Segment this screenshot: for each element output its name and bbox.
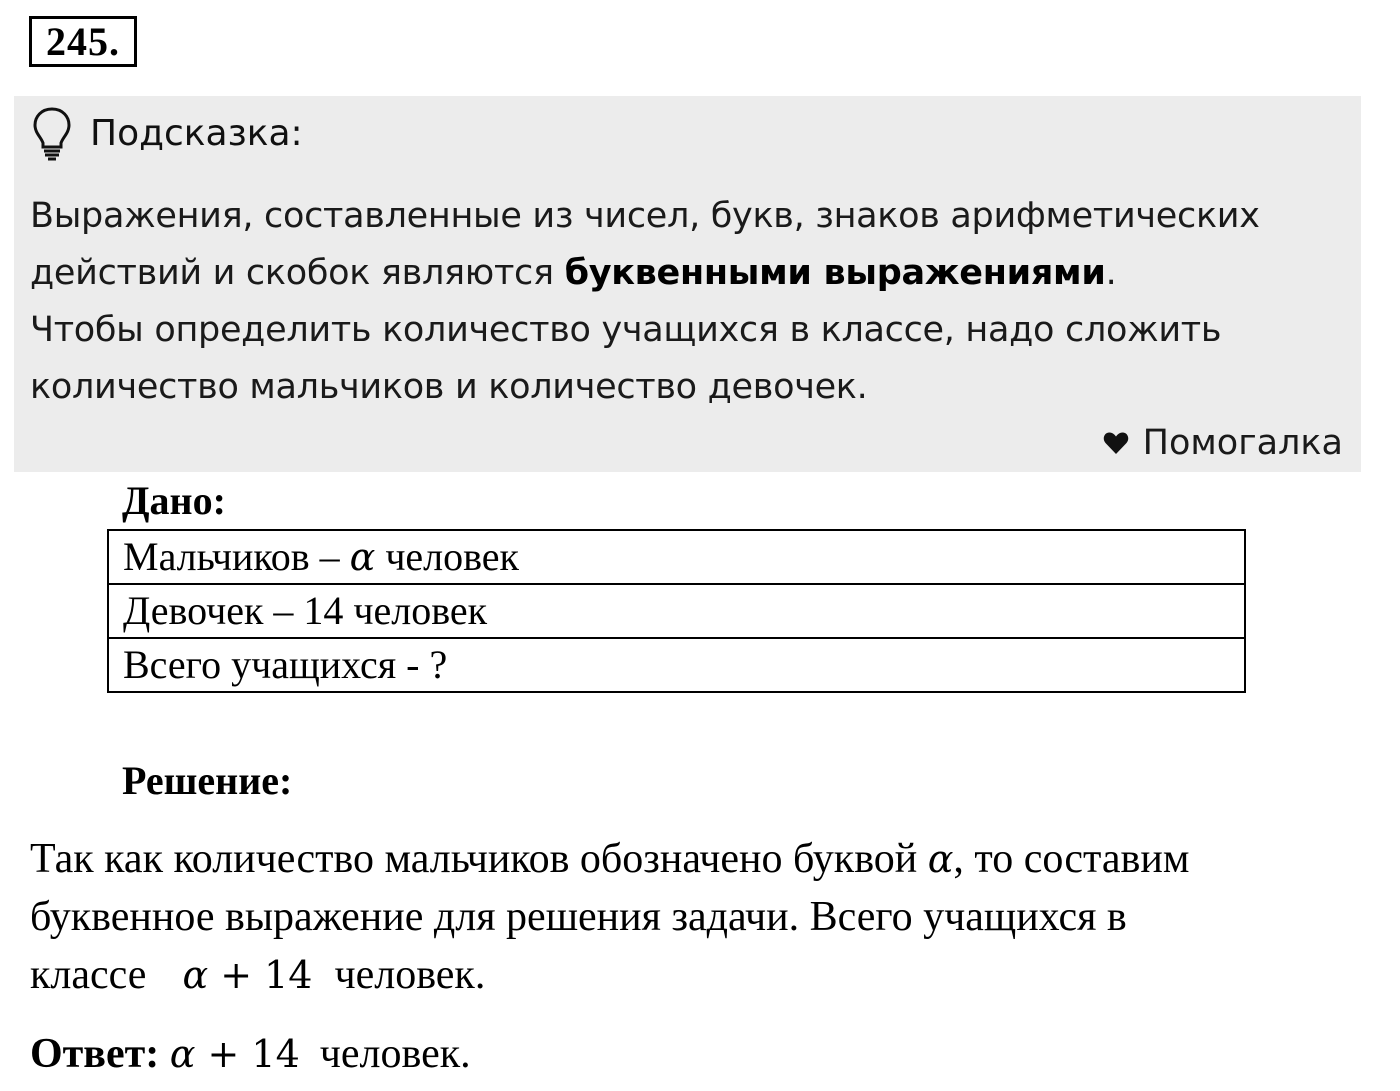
solution-text (30, 830, 1360, 1004)
hint-p1-text: Выражения, составленные из чисел, букв, знаков арифметических действий и скобок являются (30, 196, 1260, 293)
hint-header (32, 106, 303, 162)
hint-title: Подсказка: (90, 113, 303, 154)
task-number: 245. (29, 16, 137, 67)
hint-term: буквенными выражениями (564, 253, 1106, 293)
hint-p1-end: . (1105, 253, 1117, 293)
answer (30, 1026, 471, 1082)
given-total: Всего учащихся - ? (108, 638, 1245, 692)
solution-line-2: буквенное выражение для решения задачи. Всего учащихся в (30, 894, 1127, 940)
answer-label: Ответ: (30, 1031, 160, 1077)
credit[interactable] (1103, 418, 1343, 468)
solution-expression: α + 14 (182, 953, 313, 997)
boys-unit: человек (375, 534, 519, 579)
credit-label: Помогалка (1142, 423, 1343, 463)
boys-label: Мальчиков – (123, 534, 350, 579)
hint-text (30, 188, 1345, 416)
answer-unit: человек. (319, 1031, 471, 1077)
hint-paragraph-2: Чтобы определить количество учащихся в классе, надо сложить количество мальчиков и количество девочек. (30, 310, 1222, 407)
table-row (108, 530, 1245, 584)
table-row (108, 638, 1245, 692)
lightbulb-icon (32, 106, 72, 162)
alpha-variable: α (927, 837, 954, 881)
alpha-variable: α (349, 535, 376, 579)
solution-line-1: Так как количество мальчиков обозначено буквой α, то составим (30, 836, 1190, 882)
heart-icon (1103, 431, 1129, 455)
hint-paragraph-1 (30, 188, 1345, 302)
solution-line-3: классе α + 14 человек. (30, 952, 486, 998)
given-table (107, 529, 1246, 693)
given-title: Дано: (122, 478, 226, 523)
hint-box (14, 96, 1361, 472)
solution-title: Решение: (122, 758, 293, 803)
given-girls: Девочек – 14 человек (108, 584, 1245, 638)
table-row (108, 584, 1245, 638)
given-boys (108, 530, 1245, 584)
answer-expression: α + 14 (169, 1032, 300, 1076)
